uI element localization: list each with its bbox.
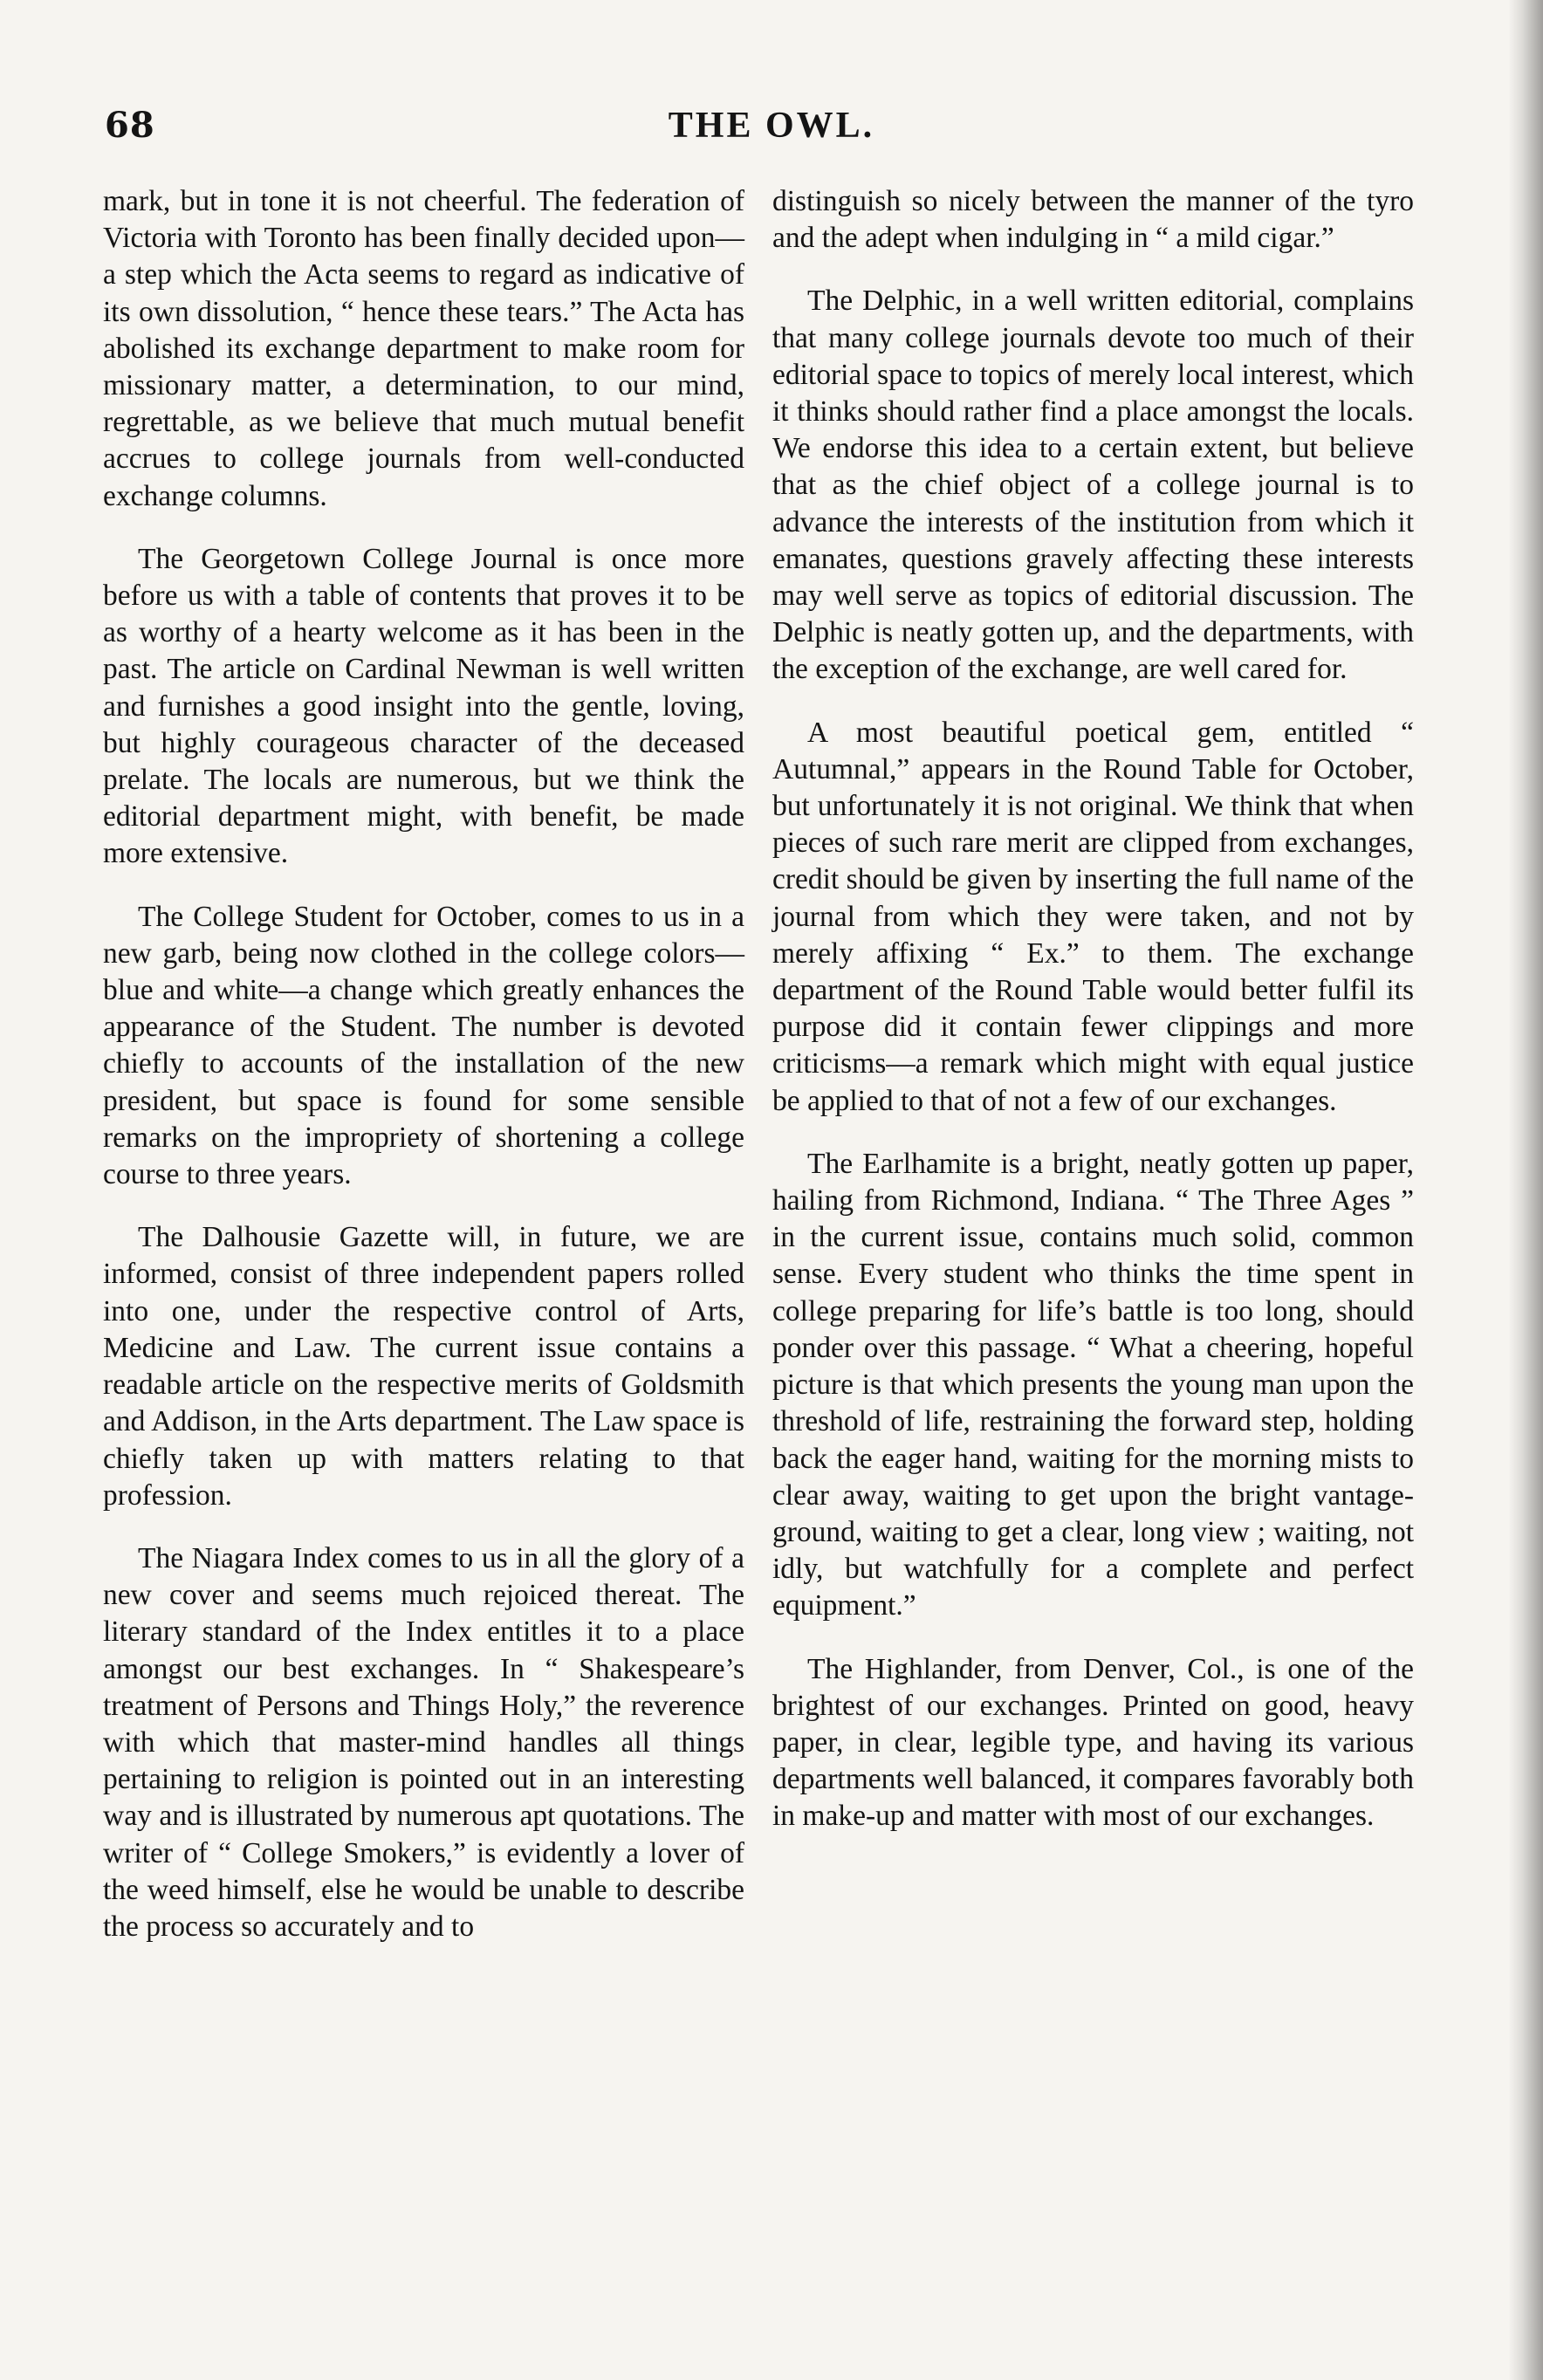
paragraph: The Delphic, in a well written editorial, complains that many college journals devote too much of their editorial space to topics of merely local interest, which it thinks should rather find a place amongst the locals. We endorse this idea to a certain extent, but believe that as the chief object of a college journal is to advance the interests of the institution from which it emanates, questions gravely affecting these interests may well serve as topics of editorial discussion. The Delphic is neatly gotten up, and the departments, with the exception of the exchange, are well cared for. xyxy=(772,285,1414,686)
paragraph: distinguish so nicely between the manner of the tyro and the adept when indulging in “ a mild cigar.” xyxy=(772,185,1414,255)
page-header xyxy=(96,98,1447,159)
left-column xyxy=(103,183,744,1972)
page-edge-shadow xyxy=(1508,0,1543,2380)
paragraph: A most beautiful poetical gem, entitled “ Autumnal,” appears in the Round Table for October, but unfortunately it is not original. We think that when pieces of such rare merit are clipped from exchanges, credit should be given by inserting the full name of the journal from which they were taken, and not by merely affixing “ Ex.” to them. The exchange department of the Round Table would better fulfil its purpose did it contain fewer clippings and more criticisms—a remark which might with equal justice be applied to that of not a few of our exchanges. xyxy=(772,716,1414,1117)
paragraph: mark, but in tone it is not cheerful. The federation of Victoria with Toronto has been finally decided upon—a step which the Acta seems to regard as indicative of its own dissolution, “ hence these tears.” The Acta has abolished its exchange department to make room for missionary matter, a determination, to our mind, regrettable, as we believe that much mutual benefit accrues to college journals from well-conducted exchange columns. xyxy=(103,185,744,512)
paragraph: The College Student for October, comes to us in a new garb, being now clothed in the college colors—blue and white—a change which greatly enhances the appearance of the Student. The number is devoted chiefly to accounts of the installation of the new president, but space is found for some sensible remarks on the impropriety of shortening a college course to three years. xyxy=(103,900,744,1191)
page-title: THE OWL. xyxy=(668,106,875,146)
paragraph: The Earlhamite is a bright, neatly gotten up paper, hailing from Richmond, Indiana. “ The Three Ages ” in the current issue, contains much solid, common sense. Every student who thinks the time spent in college preparing for life’s battle is too long, should ponder over this passage. “ What a cheering, hopeful picture is that which presents the young man upon the threshold of life, restraining the forward step, holding back the eager hand, waiting for the morning mists to clear away, waiting to get upon the bright vantage-ground, waiting to get a clear, long view ; waiting, not idly, but watchfully for a complete and perfect equipment.” xyxy=(772,1147,1414,1622)
paragraph: The Dalhousie Gazette will, in future, we are informed, consist of three independent papers rolled into one, under the respective control of Arts, Medicine and Law. The current issue contains a readable article on the respective merits of Goldsmith and Addison, in the Arts department. The Law space is chiefly taken up with matters relating to that profession. xyxy=(103,1221,744,1512)
page-number: 68 xyxy=(105,105,155,146)
paragraph: The Georgetown College Journal is once more before us with a table of contents that proves it to be as worthy of a hearty welcome as it has been in the past. The article on Cardinal Newman is well written and furnishes a good insight into the gentle, loving, but highly courageous character of the deceased prelate. The locals are numerous, but we think the editorial department might, with benefit, be made more extensive. xyxy=(103,542,744,870)
paragraph: The Niagara Index comes to us in all the glory of a new cover and seems much rejoiced thereat. The literary standard of the Index entitles it to a place amongst our best exchanges. In “ Shakespeare’s treatment of Persons and Things Holy,” the reverence with which that master-mind handles all things pertaining to religion is pointed out in an interesting way and is illustrated by numerous apt quotations. The writer of “ College Smokers,” is evidently a lover of the weed himself, else he would be unable to describe the process so accurately and to xyxy=(103,1541,744,1943)
paragraph: The Highlander, from Denver, Col., is one of the brightest of our exchanges. Printed on good, heavy paper, in clear, legible type, and having its various departments well balanced, it compares favorably both in make-up and matter with most of our exchanges. xyxy=(772,1652,1414,1833)
right-column xyxy=(772,183,1414,1862)
